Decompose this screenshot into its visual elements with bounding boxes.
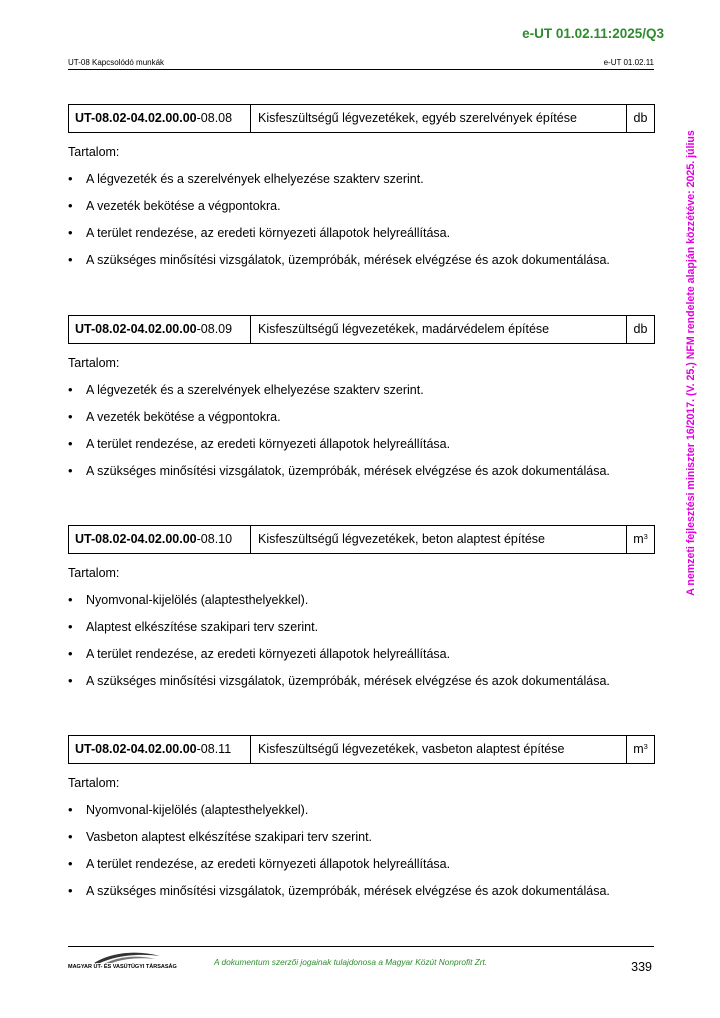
content-list <box>68 171 655 279</box>
list-item: • A légvezeték és a szerelvények elhelyezése szakterv szerint. <box>68 171 655 198</box>
running-header <box>68 58 654 70</box>
list-item: • A szükséges minősítési vizsgálatok, üzempróbák, mérések elvégzése és azok dokumentálása. <box>68 252 655 279</box>
document-code: e-UT 01.02.11:2025/Q3 <box>522 26 664 41</box>
list-item: • A terület rendezése, az eredeti környezeti állapotok helyreállítása. <box>68 646 655 673</box>
list-item: • A szükséges minősítési vizsgálatok, üzempróbák, mérések elvégzése és azok dokumentálása. <box>68 463 655 490</box>
work-item-code: UT-08.02-04.02.00.00-08.09 <box>69 316 251 343</box>
work-item-unit: $m^3$ <box>633 742 648 756</box>
logo-swoosh-icon <box>92 950 162 964</box>
work-item-section <box>68 735 655 910</box>
page-number: 339 <box>631 960 652 974</box>
copyright-notice: A dokumentum szerzői jogainak tulajdonosa a Magyar Közút Nonprofit Zrt. <box>214 957 488 967</box>
list-item: • A légvezeték és a szerelvények elhelyezése szakterv szerint. <box>68 382 655 409</box>
list-item: • Nyomvonal-kijelölés (alaptesthelyekkel). <box>68 592 655 619</box>
logo-text: MAGYAR ÚT- ÉS VASÚTÜGYI TÁRSASÁG <box>68 964 177 970</box>
work-item-code: UT-08.02-04.02.00.00-08.08 <box>69 105 251 132</box>
footer-divider <box>68 946 654 947</box>
publication-note-text: A nemzeti fejlesztési miniszter 16/2017. (V. 25.) NFM rendelete alapján közzétéve: 2025. július <box>685 129 697 596</box>
content-list <box>68 382 655 490</box>
work-item-code: UT-08.02-04.02.00.00-08.10 <box>69 526 251 553</box>
work-item-title: Kisfeszültségű légvezetékek, beton alaptest építése <box>251 526 627 553</box>
work-item-unit: $m^3$ <box>633 532 648 546</box>
list-item: • A vezeték bekötése a végpontokra. <box>68 409 655 436</box>
publication-note <box>684 95 698 630</box>
work-item-section <box>68 525 655 700</box>
work-item-header <box>68 735 655 764</box>
work-item-section <box>68 104 655 279</box>
work-item-unit: db <box>633 111 648 125</box>
list-item: • Nyomvonal-kijelölés (alaptesthelyekkel). <box>68 802 655 829</box>
content-list <box>68 592 655 700</box>
work-item-code: UT-08.02-04.02.00.00-08.11 <box>69 736 251 763</box>
work-item-header <box>68 104 655 133</box>
work-item-header <box>68 525 655 554</box>
chapter-code: e-UT 01.02.11 <box>603 58 654 67</box>
work-item-title: Kisfeszültségű légvezetékek, vasbeton alaptest építése <box>251 736 627 763</box>
list-item: • A terület rendezése, az eredeti környezeti állapotok helyreállítása. <box>68 436 655 463</box>
content-label: Tartalom: <box>68 356 120 370</box>
list-item: • A terület rendezése, az eredeti környezeti állapotok helyreállítása. <box>68 856 655 883</box>
work-item-title: Kisfeszültségű légvezetékek, madárvédelem építése <box>251 316 627 343</box>
work-item-title: Kisfeszültségű légvezetékek, egyéb szerelvények építése <box>251 105 627 132</box>
list-item: • A szükséges minősítési vizsgálatok, üzempróbák, mérések elvégzése és azok dokumentálása. <box>68 673 655 700</box>
work-item-section <box>68 315 655 490</box>
list-item: • A vezeték bekötése a végpontokra. <box>68 198 655 225</box>
list-item: • A szükséges minősítési vizsgálatok, üzempróbák, mérések elvégzése és azok dokumentálása. <box>68 883 655 910</box>
content-label: Tartalom: <box>68 145 120 159</box>
company-logo <box>68 950 177 974</box>
list-item: • Alaptest elkészítése szakipari terv szerint. <box>68 619 655 646</box>
content-list <box>68 802 655 910</box>
work-item-header <box>68 315 655 344</box>
list-item: • A terület rendezése, az eredeti környezeti állapotok helyreállítása. <box>68 225 655 252</box>
list-item: • Vasbeton alaptest elkészítése szakipari terv szerint. <box>68 829 655 856</box>
work-item-unit: db <box>633 322 648 336</box>
content-label: Tartalom: <box>68 776 120 790</box>
chapter-title: UT-08 Kapcsolódó munkák <box>68 58 165 67</box>
content-label: Tartalom: <box>68 566 120 580</box>
